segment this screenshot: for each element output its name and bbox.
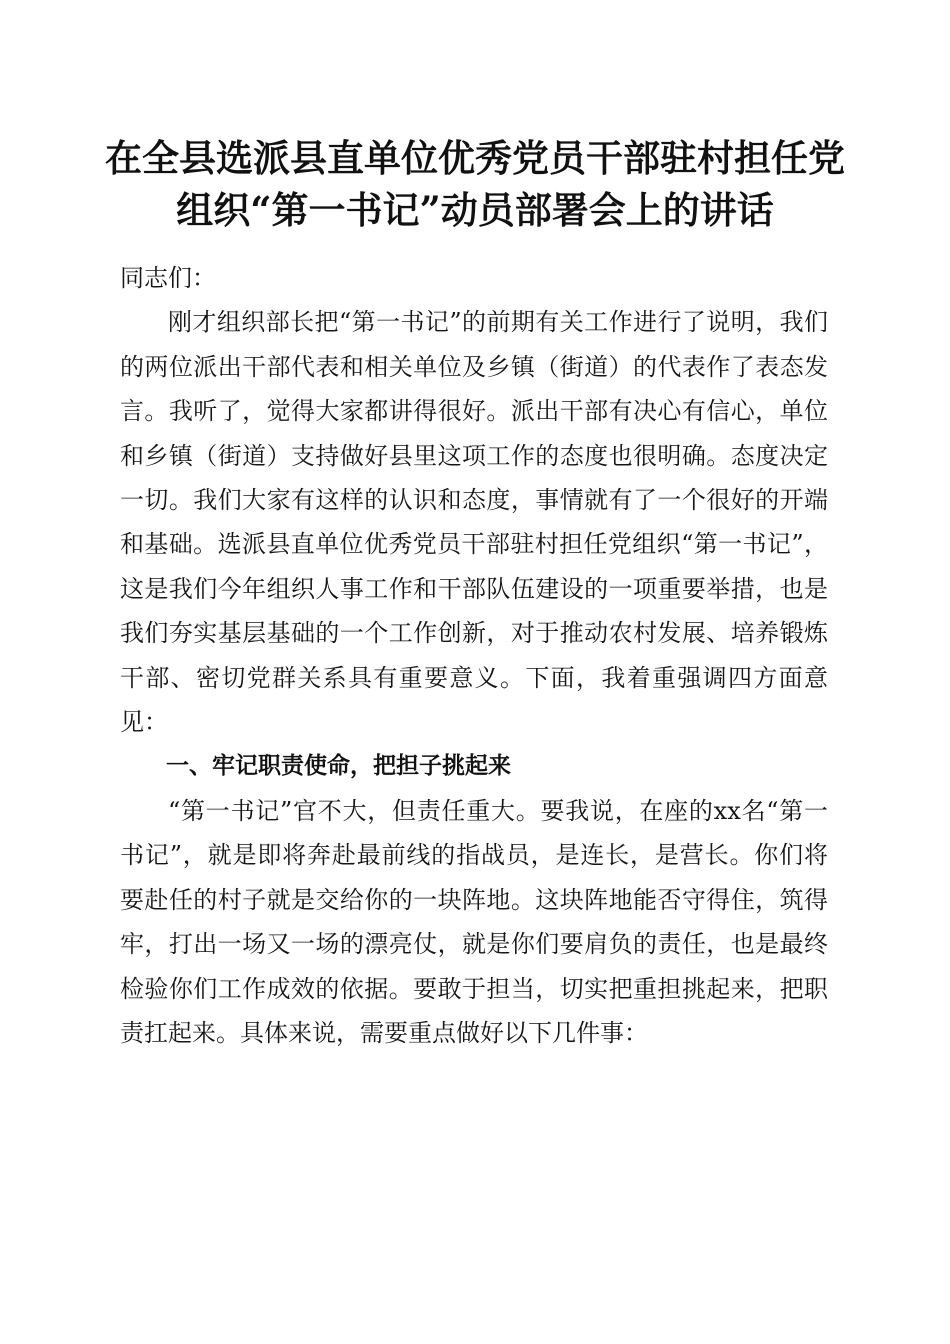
paragraph-intro: 刚才组织部长把“第一书记”的前期有关工作进行了说明，我们的两位派出干部代表和相关单位及乡镇（街道）的代表作了表态发言。我听了，觉得大家都讲得很好。派出干部有决心有信心，单位和乡镇（街道）支持做好县里这项工作的态度也很明确。态度决定一切。我们大家有这样的认识和态度，事情就有了一个很好的开端和基础。选派县直单位优秀党员干部驻村担任党组织“第一书记”，这是我们今年组织人事工作和干部队伍建设的一项重要举措，也是我们夯实基层基础的一个工作创新，对于推动农村发展、培养锻炼干部、密切党群关系具有重要意义。下面，我着重强调四方面意见： (120, 308, 828, 737)
title-line-2: 组织“第一书记”动员部署会上的讲话 (176, 188, 774, 232)
document-title (100, 132, 850, 236)
salutation: 同志们： (120, 264, 216, 292)
section-heading-1: 一、牢记职责使命，把担子挑起来 (166, 753, 511, 780)
document-body (120, 256, 828, 1055)
paragraph-section-1: “第一书记”官不大，但责任重大。要我说，在座的xx名“第一书记”，就是即将奔赴最前线的指战员，是连长，是营长。你们将要赴任的村子就是交给你的一块阵地。这块阵地能否守得住，筑得牢，打出一场又一场的漂亮仗，就是你们要肩负的责任，也是最终检验你们工作成效的依据。要敢于担当，切实把重担挑起来，把职责扛起来。具体来说，需要重点做好以下几件事： (120, 796, 828, 1047)
title-line-1: 在全县选派县直单位优秀党员干部驻村担任党 (105, 136, 845, 180)
